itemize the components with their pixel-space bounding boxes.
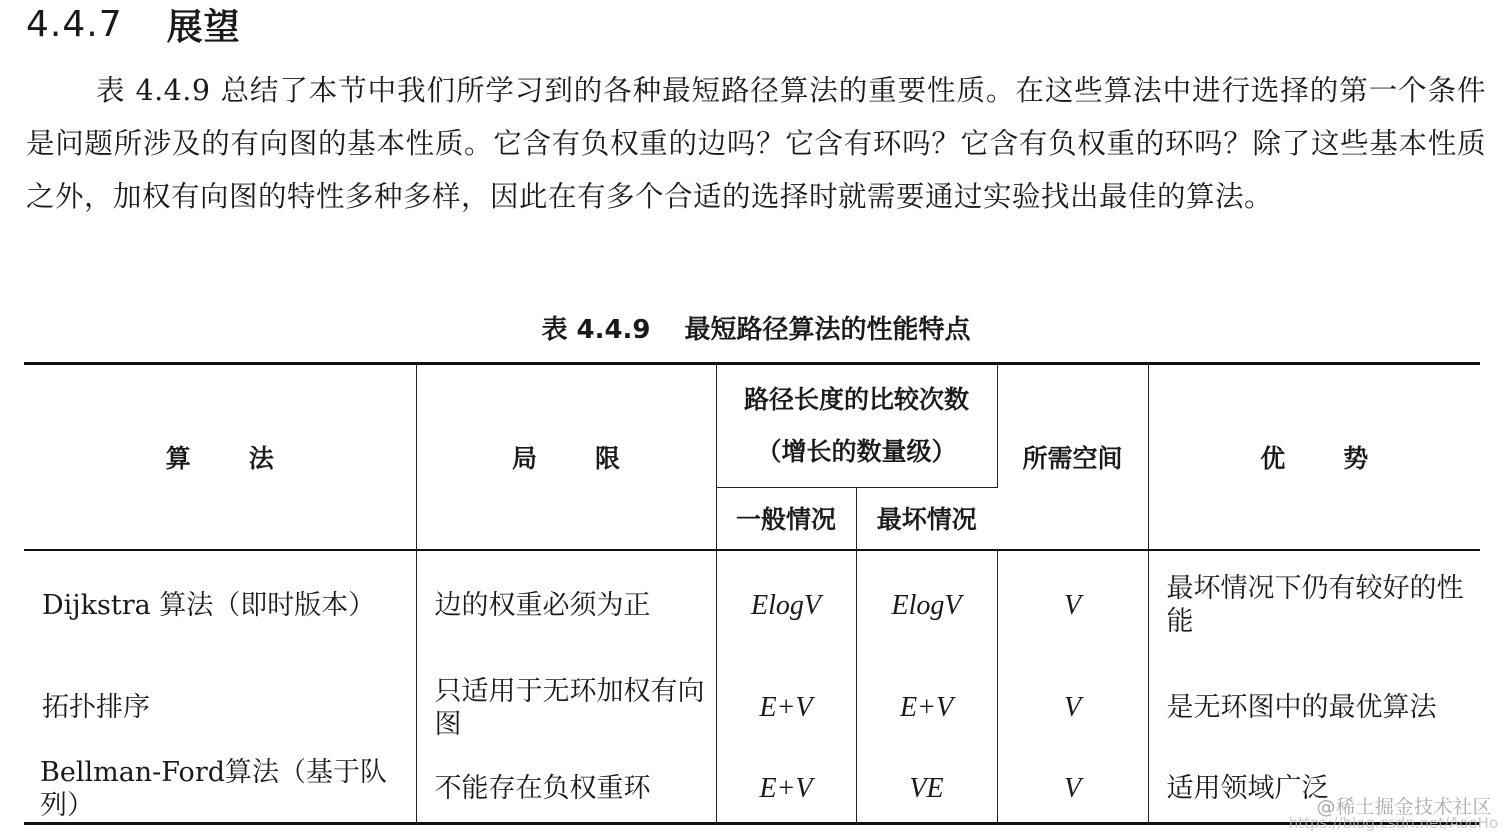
cell-space: V — [997, 660, 1148, 756]
header-space: 所需空间 — [997, 364, 1148, 550]
table-row — [24, 756, 1480, 824]
cell-advantage: 是无环图中的最优算法 — [1166, 692, 1437, 723]
section-title: 展望 — [166, 6, 241, 48]
cell-worst: VE — [856, 756, 997, 824]
header-limitation: 局限 — [416, 364, 716, 550]
watermark-label: @稀土掘金技术社区 — [1316, 796, 1492, 818]
header-comparisons-line2: （增长的数量级） — [756, 437, 957, 466]
cell-advantage: 最坏情况下仍有较好的性能 — [1166, 573, 1464, 637]
watermark-url: https://blog.csdn.net/AooHo — [1288, 814, 1498, 832]
header-comparisons-line1: 路径长度的比较次数 — [744, 385, 970, 414]
header-comparisons — [716, 364, 997, 488]
section-heading — [26, 0, 241, 48]
cell-space: V — [997, 550, 1148, 660]
header-worst-case: 最坏情况 — [856, 488, 997, 550]
table-caption — [0, 308, 1512, 352]
cell-general: E+V — [716, 756, 856, 824]
cell-algorithm: Dijkstra 算法（即时版本） — [24, 550, 416, 660]
header-algorithm: 算法 — [24, 364, 416, 550]
body-paragraph: 表 4.4.9 总结了本节中我们所学习到的各种最短路径算法的重要性质。在这些算法中进行选择的第一个条件是问题所涉及的有向图的基本性质。它含有负权重的边吗？它含有环吗？它含有负权重的环吗？除了这些基本性质之外，加权有向图的特性多种多样，因此在有多个合适的选择时就需要通过实验找出最佳的算法。 — [26, 74, 1486, 213]
cell-worst: ElogV — [856, 550, 997, 660]
cell-limitation: 只适用于无环加权有向图 — [416, 660, 716, 756]
header-advantage: 优势 — [1260, 443, 1427, 473]
cell-limitation: 不能存在负权重环 — [416, 756, 716, 824]
table-caption-number: 表 4.4.9 — [541, 315, 651, 345]
cell-algorithm: Bellman-Ford算法（基于队列） — [24, 756, 416, 824]
table-row — [24, 550, 1480, 660]
cell-advantage: 适用领域广泛 — [1166, 773, 1329, 805]
shortest-path-table — [24, 362, 1480, 825]
section-number: 4.4.7 — [26, 3, 123, 45]
header-general-case: 一般情况 — [716, 488, 856, 550]
table-caption-title: 最短路径算法的性能特点 — [684, 315, 971, 345]
cell-general: ElogV — [716, 550, 856, 660]
cell-algorithm: 拓扑排序 — [24, 660, 416, 756]
cell-general: E+V — [716, 660, 856, 756]
table-row — [24, 660, 1480, 756]
cell-space: V — [997, 756, 1148, 824]
cell-worst: E+V — [856, 660, 997, 756]
cell-limitation: 边的权重必须为正 — [416, 550, 716, 660]
